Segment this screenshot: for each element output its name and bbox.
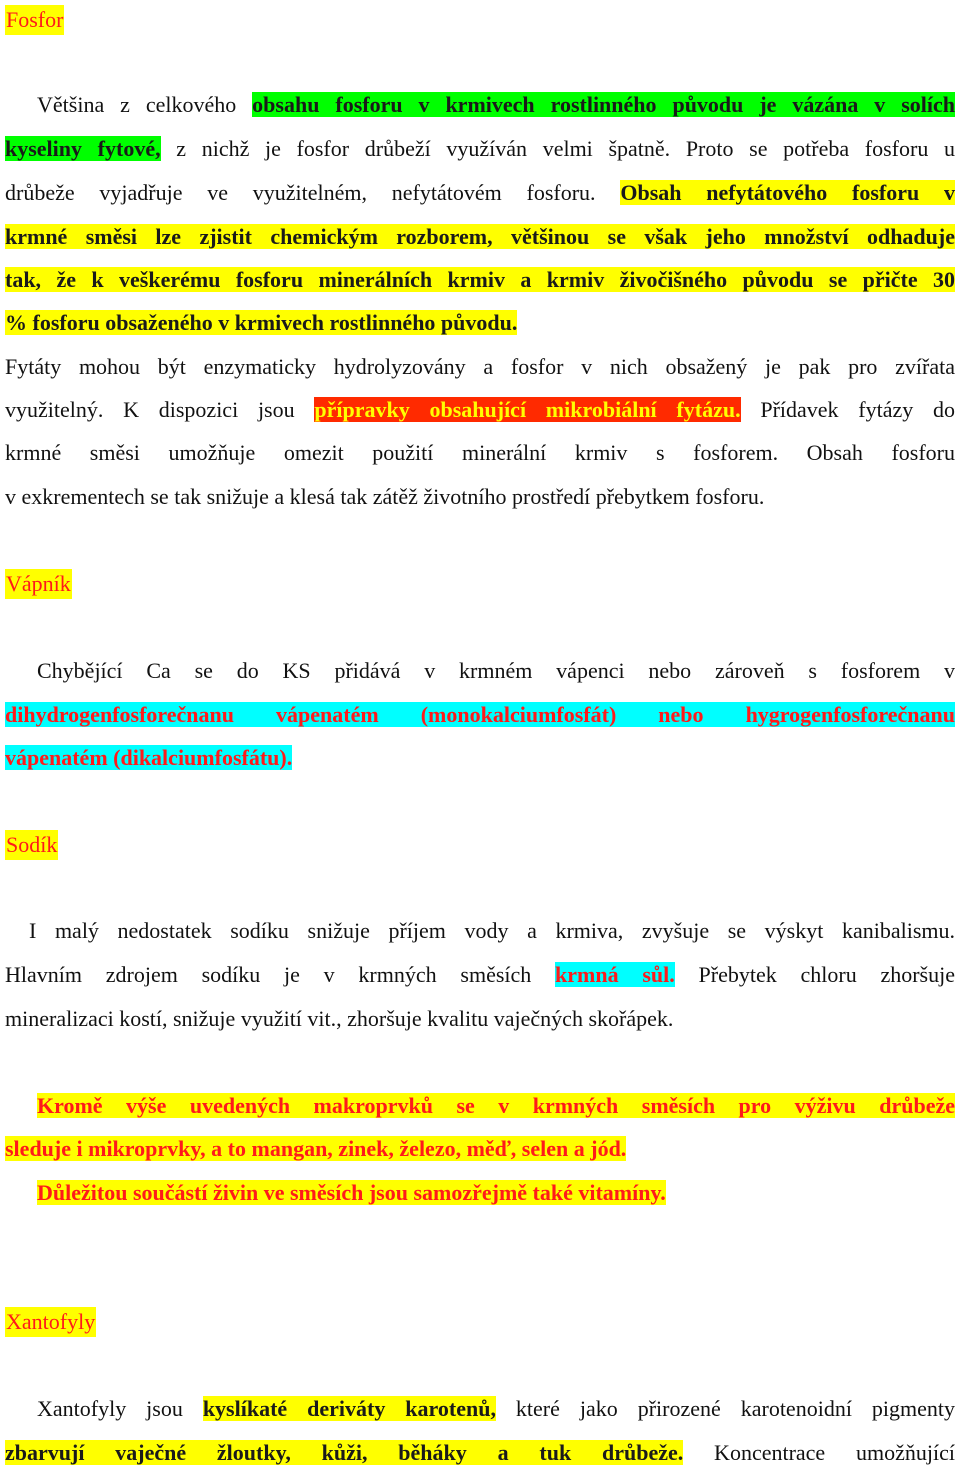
text-run: Koncentrace umožňující [683, 1440, 955, 1465]
text-line [5, 395, 955, 425]
heading-vapnik: Vápník [5, 569, 72, 599]
text-run: v exkrementech se tak snižuje a klesá tak zátěž životního prostředí přebytkem fosforu. [5, 484, 765, 509]
text-line [5, 178, 955, 208]
text-run: Hlavním zdrojem sodíku je v krmných směsích [5, 962, 556, 987]
text-line [5, 265, 955, 295]
highlighted-text: Kromě výše uvedených makroprvků se v krmných směsích pro výživu drůbeže [37, 1093, 955, 1118]
text-run: Většina z celkového [37, 92, 253, 117]
text-line [5, 308, 955, 338]
text-run: využitelný. K dispozici jsou [5, 397, 315, 422]
highlighted-text: vápenatém (dikalciumfosfátu). [5, 745, 293, 770]
text-run: mineralizaci kostí, snižuje využití vit., zhoršuje kvalitu vaječných skořápek. [5, 1006, 674, 1031]
text-line [37, 656, 955, 686]
text-run: I malý nedostatek sodíku snižuje příjem vody a krmiva, zvyšuje se výskyt kanibalismu. [29, 918, 955, 943]
highlighted-text: obsahu fosforu v krmivech rostlinného původu je vázána v solích [252, 92, 955, 117]
text-run: které jako přirozené karotenoidní pigmenty [495, 1396, 955, 1421]
heading-fosfor: Fosfor [5, 5, 64, 35]
highlighted-text: krmná sůl. [555, 962, 675, 987]
text-run: Chybějící Ca se do KS přidává v krmném vápenci nebo zároveň s fosforem v [37, 658, 955, 683]
text-line [37, 1091, 955, 1121]
text-line [5, 482, 955, 512]
text-line [5, 1438, 955, 1468]
text-run: Přebytek chloru zhoršuje [674, 962, 955, 987]
text-line [5, 352, 955, 382]
text-line [5, 960, 955, 990]
text-line [5, 134, 955, 164]
heading-sodik: Sodík [5, 830, 58, 860]
text-line [5, 700, 955, 730]
highlighted-text: dihydrogenfosforečnanu vápenatém (monokalciumfosfát) nebo hygrogenfosforečnanu [5, 702, 955, 727]
highlighted-text: sleduje i mikroprvky, a to mangan, zinek, železo, měď, selen a jód. [5, 1136, 627, 1161]
heading-xantofyly: Xantofyly [5, 1307, 96, 1337]
text-run: Xantofyly jsou [37, 1396, 203, 1421]
text-line [5, 1004, 955, 1034]
text-line [5, 222, 955, 252]
text-run: krmné směsi umožňuje omezit použití minerální krmiv s fosforem. Obsah fosforu [5, 440, 955, 465]
text-run: drůbeže vyjadřuje ve využitelném, nefytátovém fosforu. [5, 180, 621, 205]
highlighted-text: kyseliny fytové, [5, 136, 161, 161]
highlighted-text: krmné směsi lze zjistit chemickým rozborem, většinou se však jeho množství odhaduje [5, 224, 955, 249]
highlighted-text: % fosforu obsaženého v krmivech rostlinného původu. [5, 310, 518, 335]
text-line [29, 916, 955, 946]
text-line [5, 743, 955, 773]
text-run: Přídavek fytázy do [740, 397, 955, 422]
highlighted-text: Důležitou součástí živin ve směsích jsou samozřejmě také vitamíny. [37, 1180, 666, 1205]
text-line [37, 1394, 955, 1424]
highlighted-text: Obsah nefytátového fosforu v [620, 180, 955, 205]
highlighted-text: přípravky obsahující mikrobiální fytázu. [314, 397, 741, 422]
text-line [37, 1178, 955, 1208]
text-line [5, 1134, 955, 1164]
text-line [5, 438, 955, 468]
highlighted-text: kyslíkaté deriváty karotenů, [202, 1396, 496, 1421]
text-run: z nichž je fosfor drůbeží využíván velmi špatně. Proto se potřeba fosforu u [160, 136, 955, 161]
highlighted-text: zbarvují vaječné žloutky, kůži, běháky a tuk drůbeže. [5, 1440, 684, 1465]
text-run: Fytáty mohou být enzymaticky hydrolyzovány a fosfor v nich obsažený je pak pro zvířata [5, 354, 955, 379]
text-line [37, 90, 955, 120]
highlighted-text: tak, že k veškerému fosforu minerálních krmiv a krmiv živočišného původu se přičte 30 [5, 267, 955, 292]
